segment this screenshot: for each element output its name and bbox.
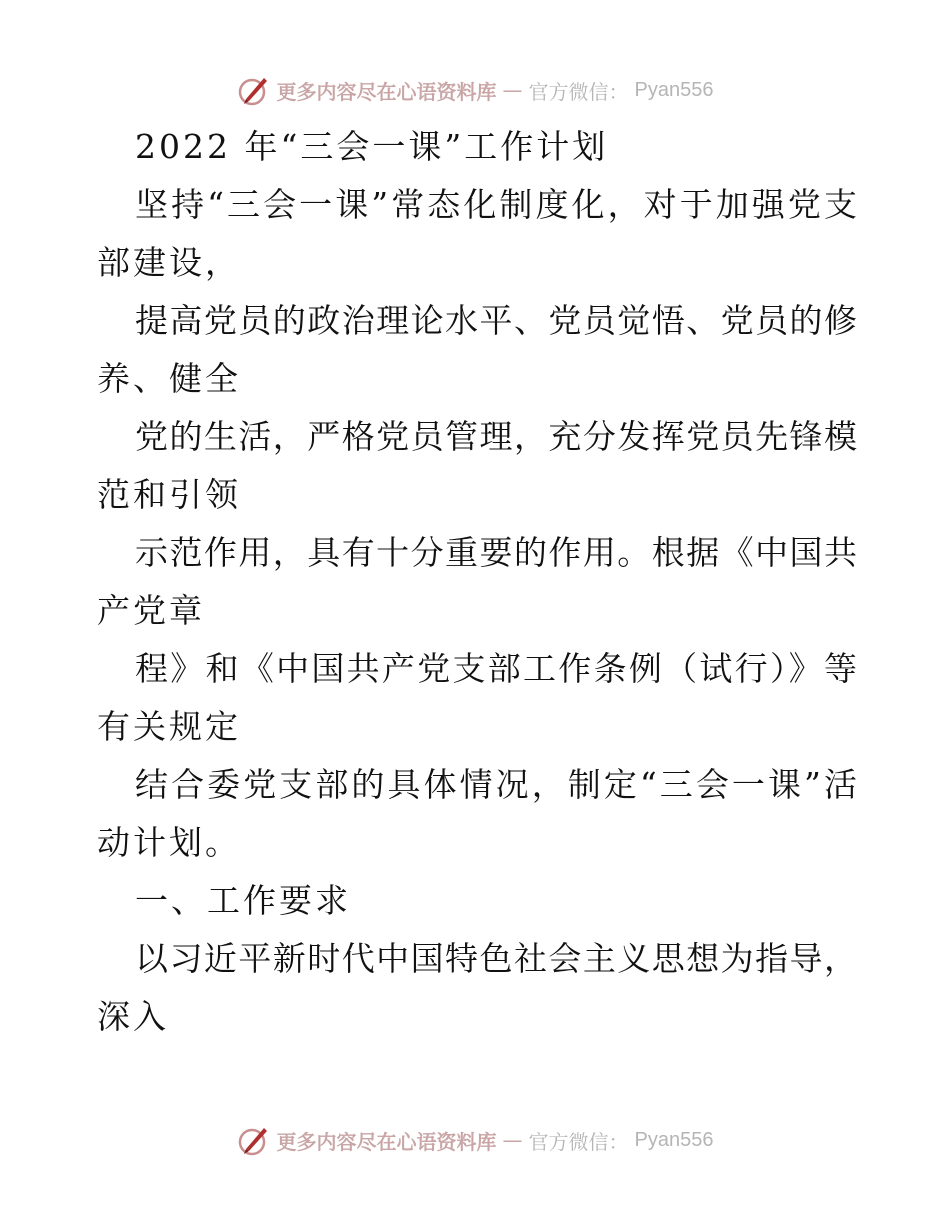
header-watermark [0, 70, 950, 110]
text-line: 养、健全 [97, 359, 241, 398]
text-line: 提高党员的政治理论水平、党员觉悟、党员的修 [135, 301, 857, 340]
watermark-label: 官方微信： [528, 79, 629, 104]
text-line: 示范作用，具有十分重要的作用。根据《中国共 [135, 533, 857, 572]
watermark-account: Pyan556 [634, 1128, 714, 1151]
watermark-account: Pyan556 [634, 78, 714, 101]
watermark-brand-text: 更多内容尽在心语资料库 [276, 1129, 497, 1154]
text-line: 深入 [97, 997, 169, 1036]
text-line: 有关规定 [97, 707, 241, 746]
document-body [97, 118, 857, 1046]
quill-pen-logo-icon [237, 73, 271, 107]
text-line: 以习近平新时代中国特色社会主义思想为指导， [135, 939, 857, 978]
text-line: 产党章 [97, 591, 205, 630]
text-line: 范和引领 [97, 475, 241, 514]
text-line: 结合委党支部的具体情况，制定“三会一课”活 [135, 765, 857, 804]
section-heading: 一、工作要求 [135, 881, 351, 920]
footer-watermark [0, 1120, 950, 1160]
text-line: 程》和《中国共产党支部工作条例（试行）》等 [135, 649, 857, 688]
document-title: 2022 年“三会一课”工作计划 [135, 127, 609, 166]
quill-pen-logo-icon [237, 1123, 271, 1157]
text-line: 部建设， [97, 243, 241, 282]
text-line: 坚持“三会一课”常态化制度化，对于加强党支 [135, 185, 857, 224]
text-line: 党的生活，严格党员管理，充分发挥党员先锋模 [135, 417, 857, 456]
text-line: 动计划。 [97, 823, 241, 862]
watermark-brand-text: 更多内容尽在心语资料库 [276, 79, 497, 104]
watermark-label: 官方微信： [528, 1129, 629, 1154]
watermark-separator: — [502, 1128, 523, 1152]
watermark-separator: — [502, 78, 523, 102]
